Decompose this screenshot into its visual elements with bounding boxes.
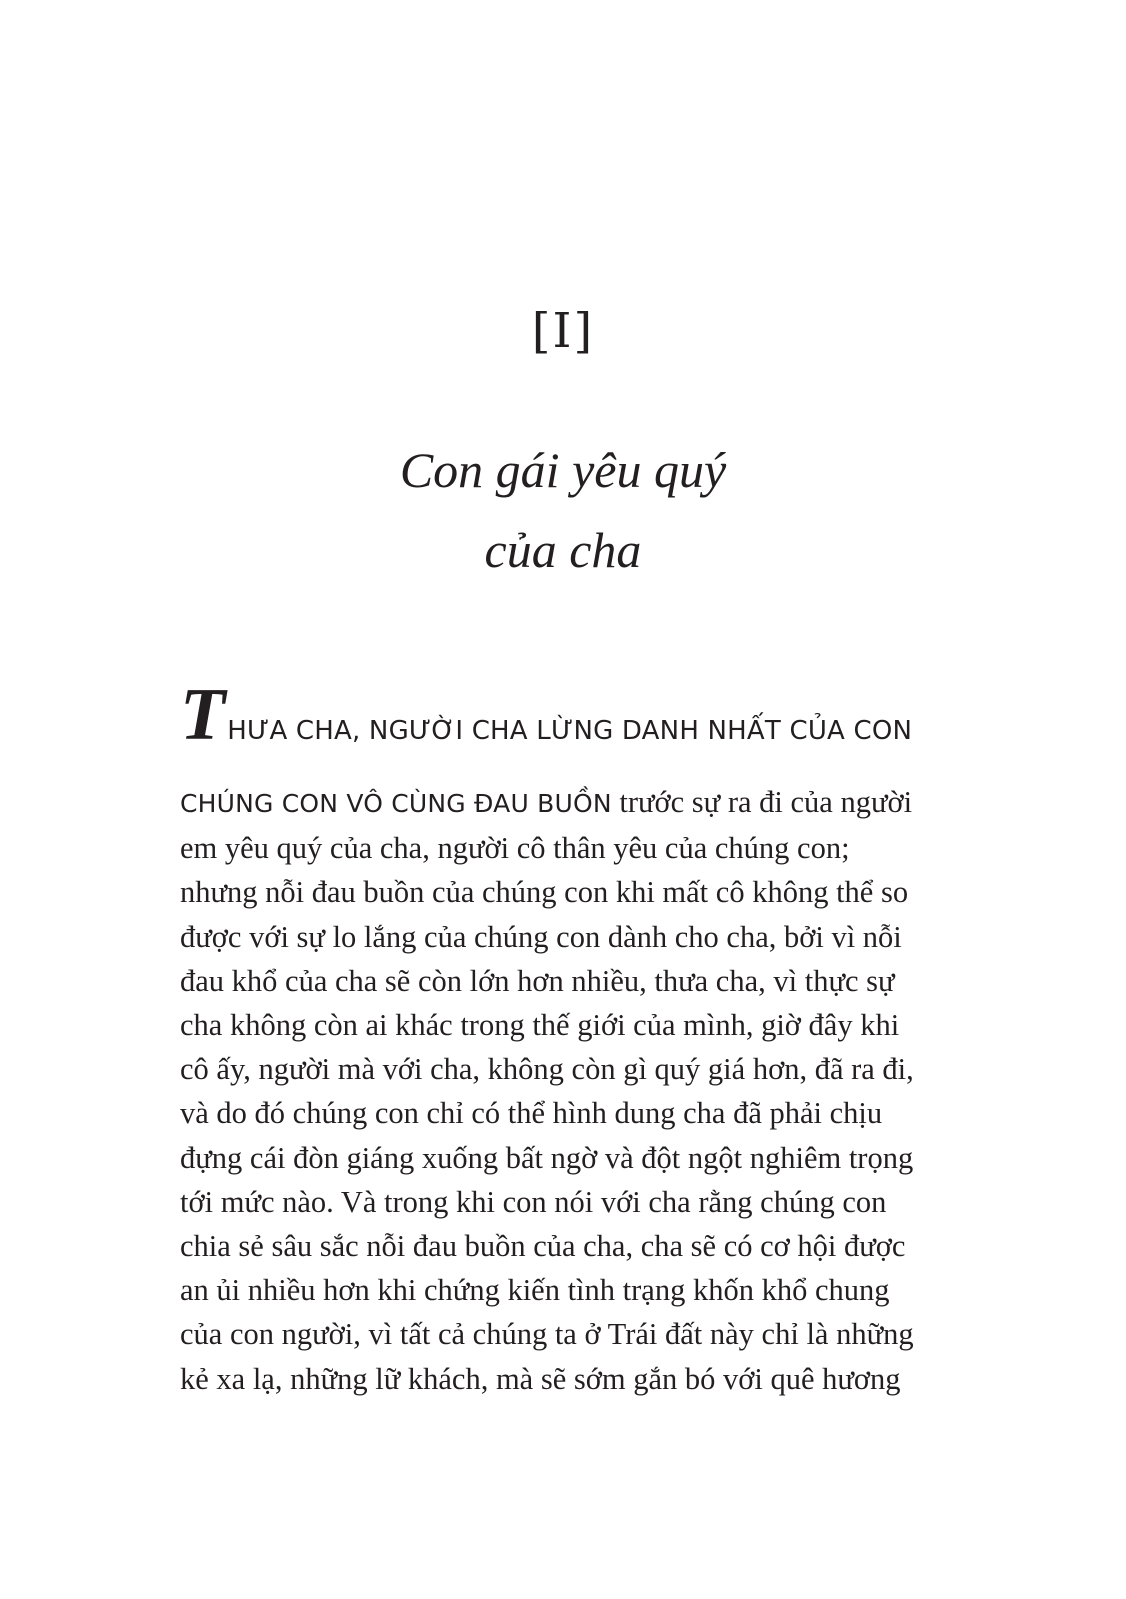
body-line: an ủi nhiều hơn khi chứng kiến tình trạng khốn khổ chung bbox=[180, 1273, 890, 1308]
body-line-rest: trước sự ra đi của người bbox=[611, 785, 913, 819]
body-line: được với sự lo lắng của chúng con dành cho cha, bởi vì nỗi bbox=[180, 919, 902, 954]
body-line: kẻ xa lạ, những lữ khách, mà sẽ sớm gắn bó với quê hương bbox=[180, 1361, 901, 1396]
body-line-smallcaps: CHÚNG CON VÔ CÙNG ĐAU BUỒN bbox=[180, 789, 612, 818]
body-line: đựng cái đòn giáng xuống bất ngờ và đột ngột nghiêm trọng bbox=[180, 1140, 914, 1175]
chapter-number: [I] bbox=[531, 303, 595, 359]
body-line: và do đó chúng con chỉ có thể hình dung cha đã phải chịu bbox=[180, 1096, 883, 1131]
body-line: của con người, vì tất cả chúng ta ở Trái đất này chỉ là những bbox=[180, 1317, 914, 1352]
chapter-title-line-1: Con gái yêu quý bbox=[399, 442, 727, 498]
body-line: nhưng nỗi đau buồn của chúng con khi mất cô không thể so bbox=[180, 875, 909, 910]
body-line: cô ấy, người mà với cha, không còn gì quý giá hơn, đã ra đi, bbox=[180, 1052, 914, 1087]
body-line: em yêu quý của cha, người cô thân yêu của chúng con; bbox=[180, 831, 850, 866]
body-line: tới mức nào. Và trong khi con nói với cha rằng chúng con bbox=[180, 1184, 887, 1219]
body-line: đau khổ của cha sẽ còn lớn hơn nhiều, thưa cha, vì thực sự bbox=[180, 963, 895, 998]
opening-line bbox=[180, 674, 960, 756]
chapter-title bbox=[0, 430, 1126, 590]
chapter-title-line-2: của cha bbox=[484, 522, 642, 578]
body-line: chia sẻ sâu sắc nỗi đau buồn của cha, cha sẽ có cơ hội được bbox=[180, 1229, 906, 1264]
body-line bbox=[180, 780, 970, 826]
body-line: cha không còn ai khác trong thế giới của mình, giờ đây khi bbox=[180, 1008, 900, 1043]
body-paragraph bbox=[180, 780, 970, 1401]
opening-line-text: HƯA CHA, NGƯỜI CHA LỪNG DANH NHẤT CỦA CON bbox=[227, 716, 913, 746]
drop-cap: T bbox=[180, 674, 226, 756]
